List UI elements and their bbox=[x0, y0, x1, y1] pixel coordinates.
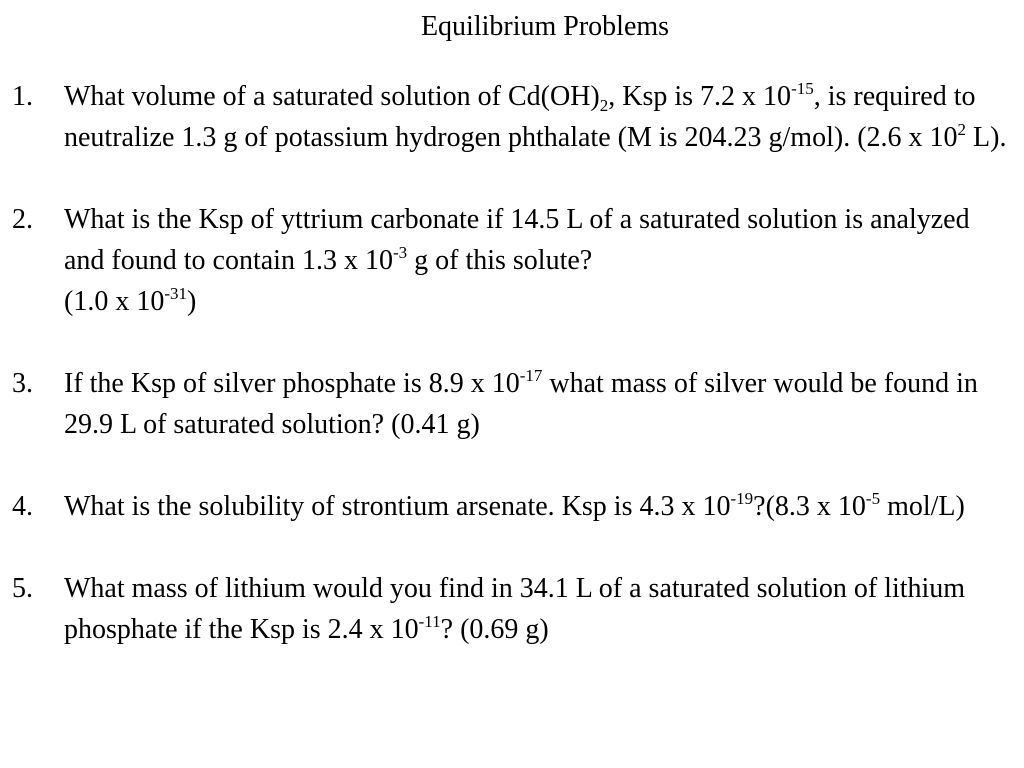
superscript: -15 bbox=[791, 79, 814, 98]
subscript: 2 bbox=[599, 96, 609, 115]
text-run: What is the solubility of strontium arsenate. Ksp is 4.3 x 10 bbox=[64, 491, 731, 522]
superscript: -3 bbox=[392, 243, 408, 262]
problem-item bbox=[0, 486, 1008, 527]
problem-item bbox=[0, 199, 1008, 322]
superscript: -19 bbox=[730, 489, 754, 508]
text-run: ? (0.69 g) bbox=[440, 614, 549, 645]
superscript: -11 bbox=[418, 612, 441, 631]
problem-text bbox=[64, 81, 1006, 153]
text-run: ) bbox=[187, 286, 197, 317]
problem-number: 3. bbox=[12, 368, 33, 399]
problem-item bbox=[0, 363, 1008, 445]
problem-number: 1. bbox=[12, 81, 33, 112]
superscript: -5 bbox=[865, 489, 881, 508]
problem-number: 4. bbox=[12, 491, 33, 522]
problem-text bbox=[64, 573, 965, 645]
text-run: What mass of lithium would you find in 34.1 L of a saturated solution of lithium phosphate if the Ksp is 2.4 x 10 bbox=[64, 573, 966, 645]
problem-text bbox=[64, 204, 970, 317]
superscript: 2 bbox=[957, 120, 967, 139]
text-run: L). bbox=[966, 122, 1007, 153]
text-run: What is the Ksp of yttrium carbonate if 14.5 L of a saturated solution is analyzed and found to contain 1.3 x 10 bbox=[64, 204, 970, 276]
problem-list bbox=[0, 76, 1008, 691]
text-run: what mass of silver would be found in 29.9 L of saturated solution? (0.41 g) bbox=[64, 368, 978, 440]
text-run: mol/L) bbox=[880, 491, 965, 522]
text-run: , is required to neutralize 1.3 g of potassium hydrogen phthalate (M is 204.23 g/mol). (2.6 x 10 bbox=[64, 81, 976, 153]
page-title: Equilibrium Problems bbox=[420, 11, 670, 42]
text-run: , Ksp is 7.2 x 10 bbox=[608, 81, 792, 112]
problem-item bbox=[0, 76, 1008, 158]
superscript: -31 bbox=[164, 284, 187, 303]
problem-text bbox=[64, 491, 965, 522]
problem-number: 2. bbox=[12, 204, 33, 235]
text-run: ?(8.3 x 10 bbox=[753, 491, 866, 522]
problem-number: 5. bbox=[12, 573, 33, 604]
text-run: If the Ksp of silver phosphate is 8.9 x 10 bbox=[64, 368, 520, 399]
text-run: (1.0 x 10 bbox=[64, 286, 165, 317]
superscript: -17 bbox=[519, 366, 543, 385]
text-run: What volume of a saturated solution of Cd(OH) bbox=[64, 81, 600, 112]
problem-item bbox=[0, 568, 1008, 650]
problem-text bbox=[64, 368, 978, 440]
text-run: g of this solute? bbox=[407, 245, 593, 276]
